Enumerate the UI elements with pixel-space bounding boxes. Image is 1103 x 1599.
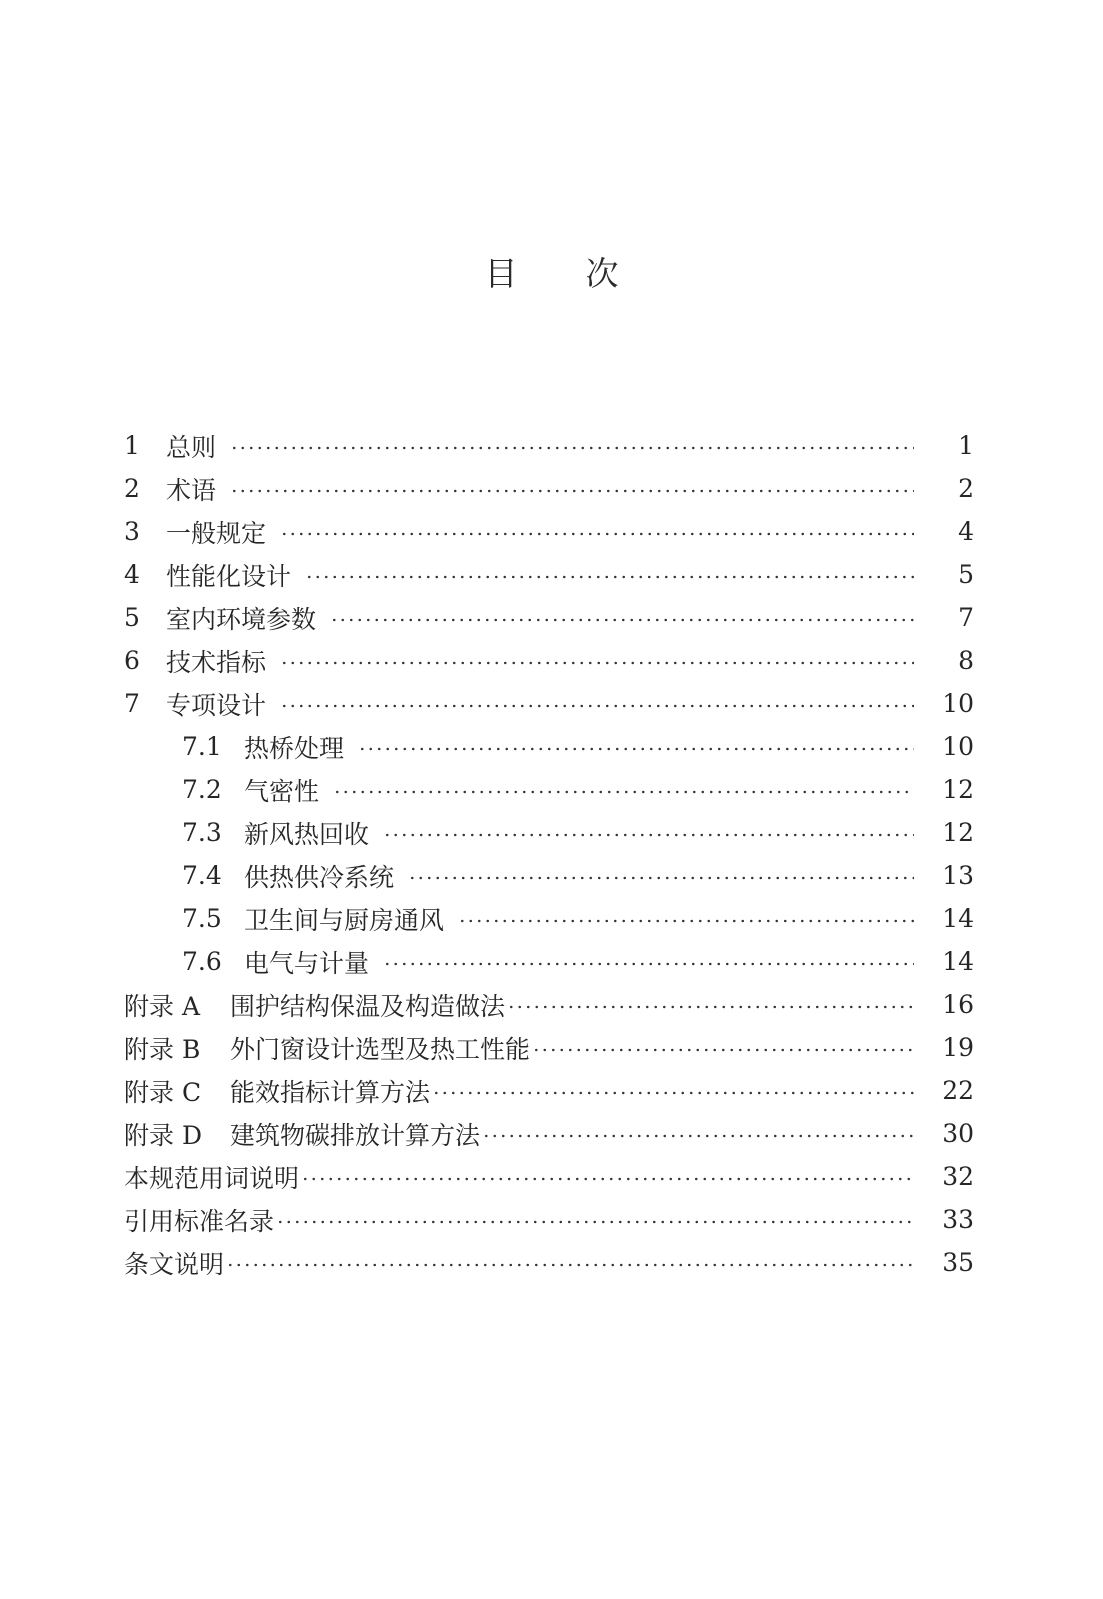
dot-leader (280, 704, 914, 708)
toc-entry-referenced-standards[interactable] (124, 1198, 974, 1241)
toc-entry-terms-explanation[interactable] (124, 1155, 974, 1198)
toc-page: 14 (942, 904, 974, 933)
toc-label: 性能化设计 (166, 561, 292, 591)
toc-entry-5[interactable] (124, 596, 974, 639)
toc-entry-7-3[interactable] (124, 811, 974, 854)
toc-page: 8 (958, 646, 974, 675)
toc-page: 2 (958, 474, 974, 503)
toc-label: 条文说明 (124, 1249, 225, 1279)
toc-label: 热桥处理 (244, 733, 345, 763)
title-char-right: 次 (585, 254, 619, 293)
toc-label: 能效指标计算方法 (230, 1077, 431, 1107)
toc-number: 7.1 (182, 732, 222, 761)
toc-number: 7.3 (182, 818, 222, 847)
toc-entry-3[interactable] (124, 510, 974, 553)
toc-label: 专项设计 (166, 690, 267, 720)
toc-page: 10 (942, 689, 974, 718)
dot-leader (432, 1091, 914, 1095)
dot-leader (226, 1263, 914, 1267)
toc-label: 引用标准名录 (124, 1206, 275, 1236)
toc-entry-appendix-c[interactable] (124, 1069, 974, 1112)
dot-leader (305, 575, 914, 579)
toc-number: 7.6 (182, 947, 222, 976)
toc-page: 35 (942, 1248, 974, 1277)
toc-entry-7-6[interactable] (124, 940, 974, 983)
toc-label: 室内环境参数 (166, 604, 317, 634)
toc-entry-1[interactable] (124, 424, 974, 467)
toc-label: 卫生间与厨房通风 (244, 905, 445, 935)
dot-leader (532, 1048, 914, 1052)
dot-leader (280, 661, 914, 665)
dot-leader (230, 446, 914, 450)
toc-label: 术语 (166, 475, 217, 505)
dot-leader (230, 489, 914, 493)
dot-leader (333, 790, 914, 794)
toc-label: 供热供冷系统 (244, 862, 395, 892)
page-title (0, 248, 1103, 295)
toc-number: 附录 B (124, 1034, 201, 1064)
toc-label: 外门窗设计选型及热工性能 (230, 1034, 531, 1064)
toc-page: 22 (942, 1076, 974, 1105)
dot-leader (458, 919, 914, 923)
toc-entry-appendix-d[interactable] (124, 1112, 974, 1155)
toc-number: 1 (124, 431, 140, 460)
toc-number: 7.2 (182, 775, 222, 804)
toc-number: 5 (124, 603, 140, 632)
toc-entry-7-5[interactable] (124, 897, 974, 940)
toc-page: 10 (942, 732, 974, 761)
toc-entry-7-4[interactable] (124, 854, 974, 897)
toc-label: 围护结构保温及构造做法 (230, 991, 506, 1021)
toc-page: 13 (942, 861, 974, 890)
dot-leader (383, 962, 914, 966)
toc-number: 附录 C (124, 1077, 202, 1107)
toc-page: 19 (942, 1033, 974, 1062)
toc-entry-6[interactable] (124, 639, 974, 682)
toc-label: 技术指标 (166, 647, 267, 677)
dot-leader (358, 747, 914, 751)
toc-number: 附录 A (124, 991, 201, 1021)
toc-entry-7-2[interactable] (124, 768, 974, 811)
toc-number: 4 (124, 560, 140, 589)
toc-entry-7-1[interactable] (124, 725, 974, 768)
toc-page: 12 (942, 818, 974, 847)
toc-page: 5 (958, 560, 974, 589)
toc-label: 气密性 (244, 776, 320, 806)
toc-page: 7 (958, 603, 974, 632)
toc-label: 建筑物碳排放计算方法 (230, 1120, 481, 1150)
toc-page: 14 (942, 947, 974, 976)
toc-number: 附录 D (124, 1120, 202, 1150)
toc-page: 1 (958, 431, 974, 460)
toc-number: 7 (124, 689, 140, 718)
toc-page: 32 (942, 1162, 974, 1191)
toc-number: 2 (124, 474, 140, 503)
toc-number: 7.5 (182, 904, 222, 933)
toc-label: 新风热回收 (244, 819, 370, 849)
toc-entry-article-explanation[interactable] (124, 1241, 974, 1284)
dot-leader (482, 1134, 914, 1138)
toc-page: 4 (958, 517, 974, 546)
toc-number: 7.4 (182, 861, 222, 890)
toc-page: 12 (942, 775, 974, 804)
toc-number: 3 (124, 517, 140, 546)
dot-leader (408, 876, 914, 880)
toc-entry-7[interactable] (124, 682, 974, 725)
toc-number: 6 (124, 646, 140, 675)
title-char-left: 目 (484, 254, 518, 293)
toc-page: 33 (942, 1205, 974, 1234)
toc-entry-appendix-a[interactable] (124, 983, 974, 1026)
toc-page: 30 (942, 1119, 974, 1148)
toc-entry-appendix-b[interactable] (124, 1026, 974, 1069)
dot-leader (507, 1005, 914, 1009)
toc-entry-2[interactable] (124, 467, 974, 510)
dot-leader (383, 833, 914, 837)
toc-label: 本规范用词说明 (124, 1163, 300, 1193)
dot-leader (330, 618, 914, 622)
toc-label: 总则 (166, 432, 217, 462)
toc-label: 一般规定 (166, 518, 267, 548)
toc-page: 16 (942, 990, 974, 1019)
dot-leader (276, 1220, 914, 1224)
table-of-contents (124, 424, 974, 1284)
toc-entry-4[interactable] (124, 553, 974, 596)
toc-label: 电气与计量 (244, 948, 370, 978)
dot-leader (301, 1177, 914, 1181)
dot-leader (280, 532, 914, 536)
